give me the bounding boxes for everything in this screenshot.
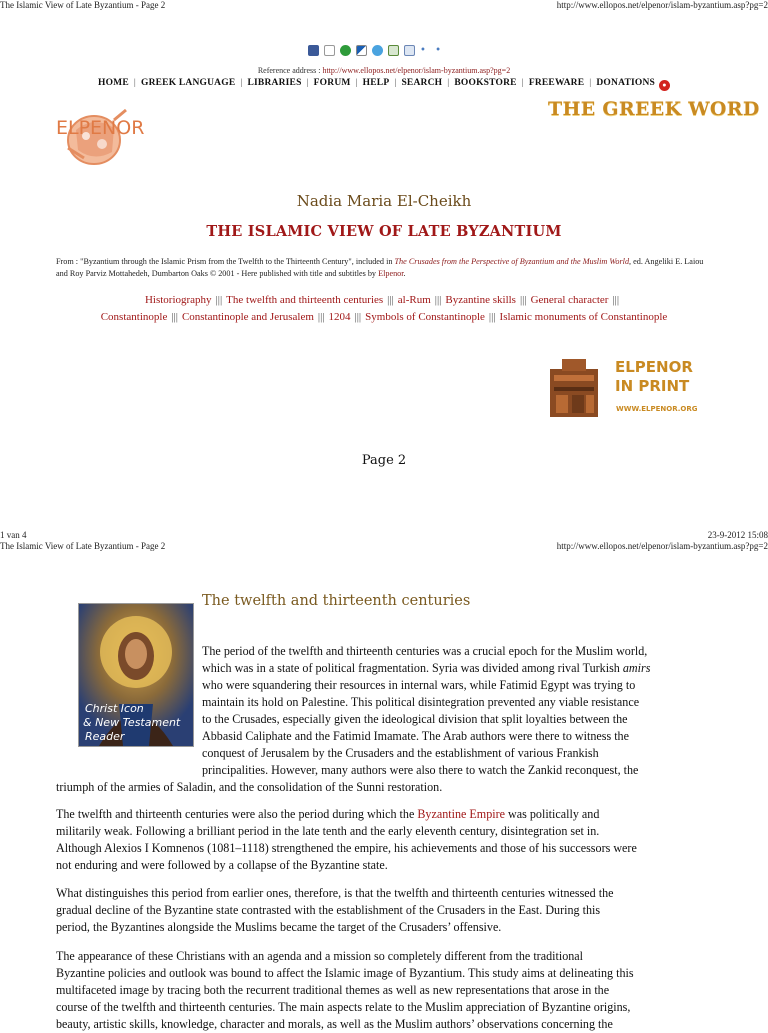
byzantine-empire-link[interactable]: Byzantine Empire <box>417 807 506 821</box>
article-title: THE ISLAMIC VIEW OF LATE BYZANTIUM <box>206 223 562 240</box>
reference-label: Reference address : <box>257 66 323 75</box>
source-citation <box>56 256 706 280</box>
amirs-italic: amirs <box>622 661 651 675</box>
elpenor-in-print-url[interactable]: WWW.ELPENOR.ORG <box>616 405 698 413</box>
email-icon[interactable] <box>404 45 415 56</box>
toc-link[interactable]: Islamic monuments of Constantinople <box>499 310 668 323</box>
elpenor-logo[interactable] <box>54 100 164 170</box>
elpenor-logo-text: ELPENOR <box>56 117 145 139</box>
facebook-icon[interactable] <box>308 45 319 56</box>
nav-freeware[interactable]: FREEWARE <box>528 78 585 88</box>
book-stack-icon <box>546 355 612 421</box>
toc-link[interactable]: Symbols of Constantinople <box>365 310 485 323</box>
print-header-url: http://www.ellopos.net/elpenor/islam-byzantium.asp?pg=2 <box>556 0 768 10</box>
toc-link[interactable]: The twelfth and thirteenth centuries <box>226 294 384 306</box>
table-of-contents: Historiography ||| The twelfth and thirteenth centuries ||| al-Rum ||| Byzantine skills ||| General character ||| Constantinople ||| Constantinople and Jerusalem ||| 1204 ||| Symbols of Constantinople ||| Islamic monuments of Constantinople <box>100 294 668 323</box>
paragraph-4: The appearance of these Christians with an agenda and a mission so completely different from the traditional Byzantine policies and outlook was bound to affect the Islamic image of Byzantium. This study aims at delineating this multifaceted image by tracing both the recurrent traditional themes as well as new representations that arose in the course of the twelfth and thirteenth centuries. The main aspects relate to the Muslim appreciation of Byzantine origins, beauty, artistic skills, knowledge, character and morals, as well as the Muslim authors’ observations concerning the <box>56 949 634 1031</box>
icon-caption-2: & New Testament <box>83 716 181 729</box>
more-dots-icon[interactable]: • • <box>420 45 444 56</box>
nav-libraries[interactable]: LIBRARIES <box>247 78 302 88</box>
nav-greek-language[interactable]: GREEK LANGUAGE <box>140 78 236 88</box>
reference-url[interactable]: http://www.ellopos.net/elpenor/islam-byzantium.asp?pg=2 <box>322 66 511 75</box>
from-prefix: From : "Byzantium through the Islamic Prism from the Twelfth to the Thirteenth Century", included in <box>56 257 395 266</box>
toc-link[interactable]: Byzantine skills <box>445 294 516 306</box>
print-footer-datetime: 23-9-2012 15:08 <box>707 530 768 540</box>
toc-link[interactable]: Constantinople <box>100 310 168 323</box>
toc-link[interactable]: General character <box>530 294 609 306</box>
bookmark-icon[interactable] <box>388 45 399 56</box>
nav-forum[interactable]: FORUM <box>313 78 351 88</box>
print-footer-pagecount: 1 van 4 <box>0 530 27 540</box>
page-number: Page 2 <box>361 453 407 468</box>
print-header-title: The Islamic View of Late Byzantium - Page 2 <box>0 0 166 10</box>
twitter-icon[interactable] <box>372 45 383 56</box>
from-suffix: , ed. Angeliki E. Laiou and Roy Parviz Mottahedeh, Dumbarton Oaks © 2001 - Here published with title and subtitles by <box>56 257 704 278</box>
main-nav: HOME | GREEK LANGUAGE | LIBRARIES | FORUM | HELP | SEARCH | BOOKSTORE | FREEWARE | DONATIONS ● <box>0 78 768 91</box>
article-author: Nadia Maria El-Cheikh <box>296 192 472 210</box>
publisher-link[interactable]: Elpenor <box>378 269 404 278</box>
paragraph-1-tail: triumph of the armies of Saladin, and the consolidation of the Sunni restoration. <box>56 780 443 794</box>
toc-link[interactable]: al-Rum <box>397 294 431 306</box>
toc-link[interactable]: Constantinople and Jerusalem <box>181 310 314 323</box>
christ-icon-banner[interactable] <box>78 603 194 747</box>
nav-search[interactable]: SEARCH <box>401 78 443 88</box>
share-toolbar <box>308 45 444 56</box>
paragraph-2: The twelfth and thirteenth centuries were also the period during which the Byzantine Empire was politically and militarily weak. Following a brilliant period in the late tenth and the early eleventh century, disintegration set in. Although Alexios I Komnenos (1081–1118) strengthened the empire, his achievements and those of his successors were not enduring and were followed by a collapse of the Byzantine state. <box>56 807 637 872</box>
stumbleupon-icon[interactable] <box>340 45 351 56</box>
toc-link[interactable]: Historiography <box>144 294 212 306</box>
nav-help[interactable]: HELP <box>362 78 390 88</box>
nav-bookstore[interactable]: BOOKSTORE <box>454 78 517 88</box>
nav-home[interactable]: HOME <box>97 78 129 88</box>
toc-link[interactable]: 1204 <box>328 310 351 323</box>
book-title-link[interactable]: The Crusades from the Perspective of Byzantium and the Muslim World <box>394 257 630 266</box>
delicious-icon[interactable] <box>324 45 335 56</box>
icon-caption-1: Christ Icon <box>85 702 144 715</box>
from-end: . <box>403 269 406 278</box>
reference-address <box>0 66 768 75</box>
print-header-title-2: The Islamic View of Late Byzantium - Page 2 <box>0 541 166 551</box>
icon-caption-3: Reader <box>85 730 125 743</box>
print-header-url-2: http://www.ellopos.net/elpenor/islam-byzantium.asp?pg=2 <box>556 541 768 551</box>
nav-donations[interactable]: DONATIONS <box>596 78 656 88</box>
greek-word-logo[interactable]: THE GREEK WORD <box>548 98 760 120</box>
section-heading: The twelfth and thirteenth centuries <box>202 593 471 609</box>
elpenor-in-print-text: ELPENOR IN PRINT <box>615 358 693 395</box>
paragraph-3: What distinguishes this period from earlier ones, therefore, is that the twelfth and thirteenth centuries witnessed the gradual decline of the Byzantine state contrasted with the establishment of the Crusaders in the East. During this period, the Byzantines alongside the Muslims became the target of the Crusaders’ offensive. <box>56 886 614 934</box>
digg-icon[interactable] <box>356 45 367 56</box>
paragraph-1-indented: The period of the twelfth and thirteenth centuries was a crucial epoch for the Muslim world, which was in a state of political fragmentation. Syria was divided among rival Turkish amirs who were squandering their resources in internal wars, while Fatimid Egypt was trying to maintain its hold on Palestine. This political disintegration prevented any viable resistance to the Crusades, especially given the ideological division that split loyalties between the Abbasid Caliphate and the Fatimid Imamate. The Arab authors were there to witness the conquest of Jerusalem by the Crusaders and the establishment of various Frankish principalities. However, many authors were also there to watch the Zankid reconquest, the <box>202 644 651 777</box>
donate-icon[interactable]: ● <box>659 80 670 91</box>
